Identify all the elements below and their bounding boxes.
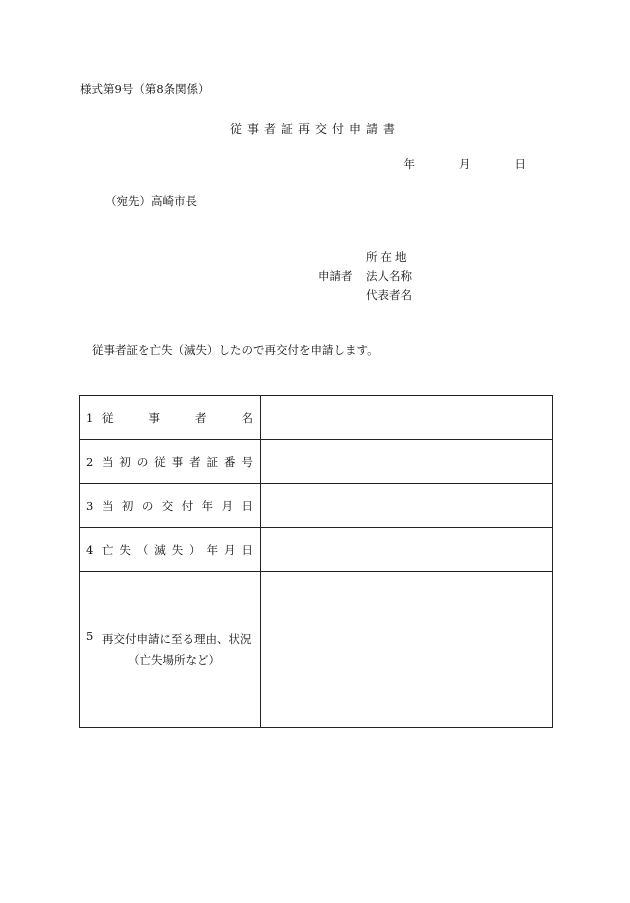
original-certificate-number-field[interactable] (261, 440, 553, 484)
worker-name-field[interactable] (261, 396, 553, 440)
original-issue-date-label: 当初の交付年月日 (102, 498, 253, 513)
label-cell (80, 396, 261, 440)
label-cell (80, 528, 261, 572)
row-number: 2 (86, 454, 94, 469)
table-row (80, 440, 553, 484)
document-title: 従事者証再交付申請書 (229, 122, 400, 136)
row-number: 5 (86, 628, 94, 643)
location-label: 所在地 (366, 250, 410, 264)
row-number: 1 (86, 410, 94, 425)
date-year-label: 年 (403, 157, 415, 171)
application-statement: 従事者証を亡失（滅失）したので再交付を申請します。 (92, 343, 379, 357)
representative-name-label: 代表者名 (366, 288, 412, 302)
label-cell (80, 440, 261, 484)
application-form-table (79, 395, 553, 728)
table-row (80, 396, 553, 440)
table-row (80, 572, 553, 728)
original-certificate-number-label: 当初の従事者証番号 (102, 454, 253, 469)
date-line (404, 156, 527, 172)
loss-date-field[interactable] (261, 528, 553, 572)
corporation-name-label: 法人名称 (366, 269, 412, 283)
label-cell (80, 572, 261, 728)
table-row (80, 484, 553, 528)
date-month-label: 月 (459, 157, 471, 171)
date-day-label: 日 (514, 157, 526, 171)
worker-name-label: 従事者名 (102, 410, 253, 425)
addressee: （宛先）高崎市長 (105, 194, 197, 208)
reissue-reason-label: 再交付申請に至る理由、状況 (102, 631, 252, 646)
loss-date-label: 亡失（滅失）年月日 (102, 542, 253, 557)
applicant-role-label: 申請者 (318, 269, 353, 283)
label-cell (80, 484, 261, 528)
original-issue-date-field[interactable] (261, 484, 553, 528)
row-number: 4 (86, 542, 94, 557)
table-row (80, 528, 553, 572)
reissue-reason-label-block (80, 629, 260, 671)
row-number: 3 (86, 498, 94, 513)
reissue-reason-field[interactable] (261, 572, 553, 728)
form-number: 様式第9号（第8条関係） (80, 82, 210, 96)
reissue-reason-sublabel: （亡失場所など） (128, 652, 220, 667)
